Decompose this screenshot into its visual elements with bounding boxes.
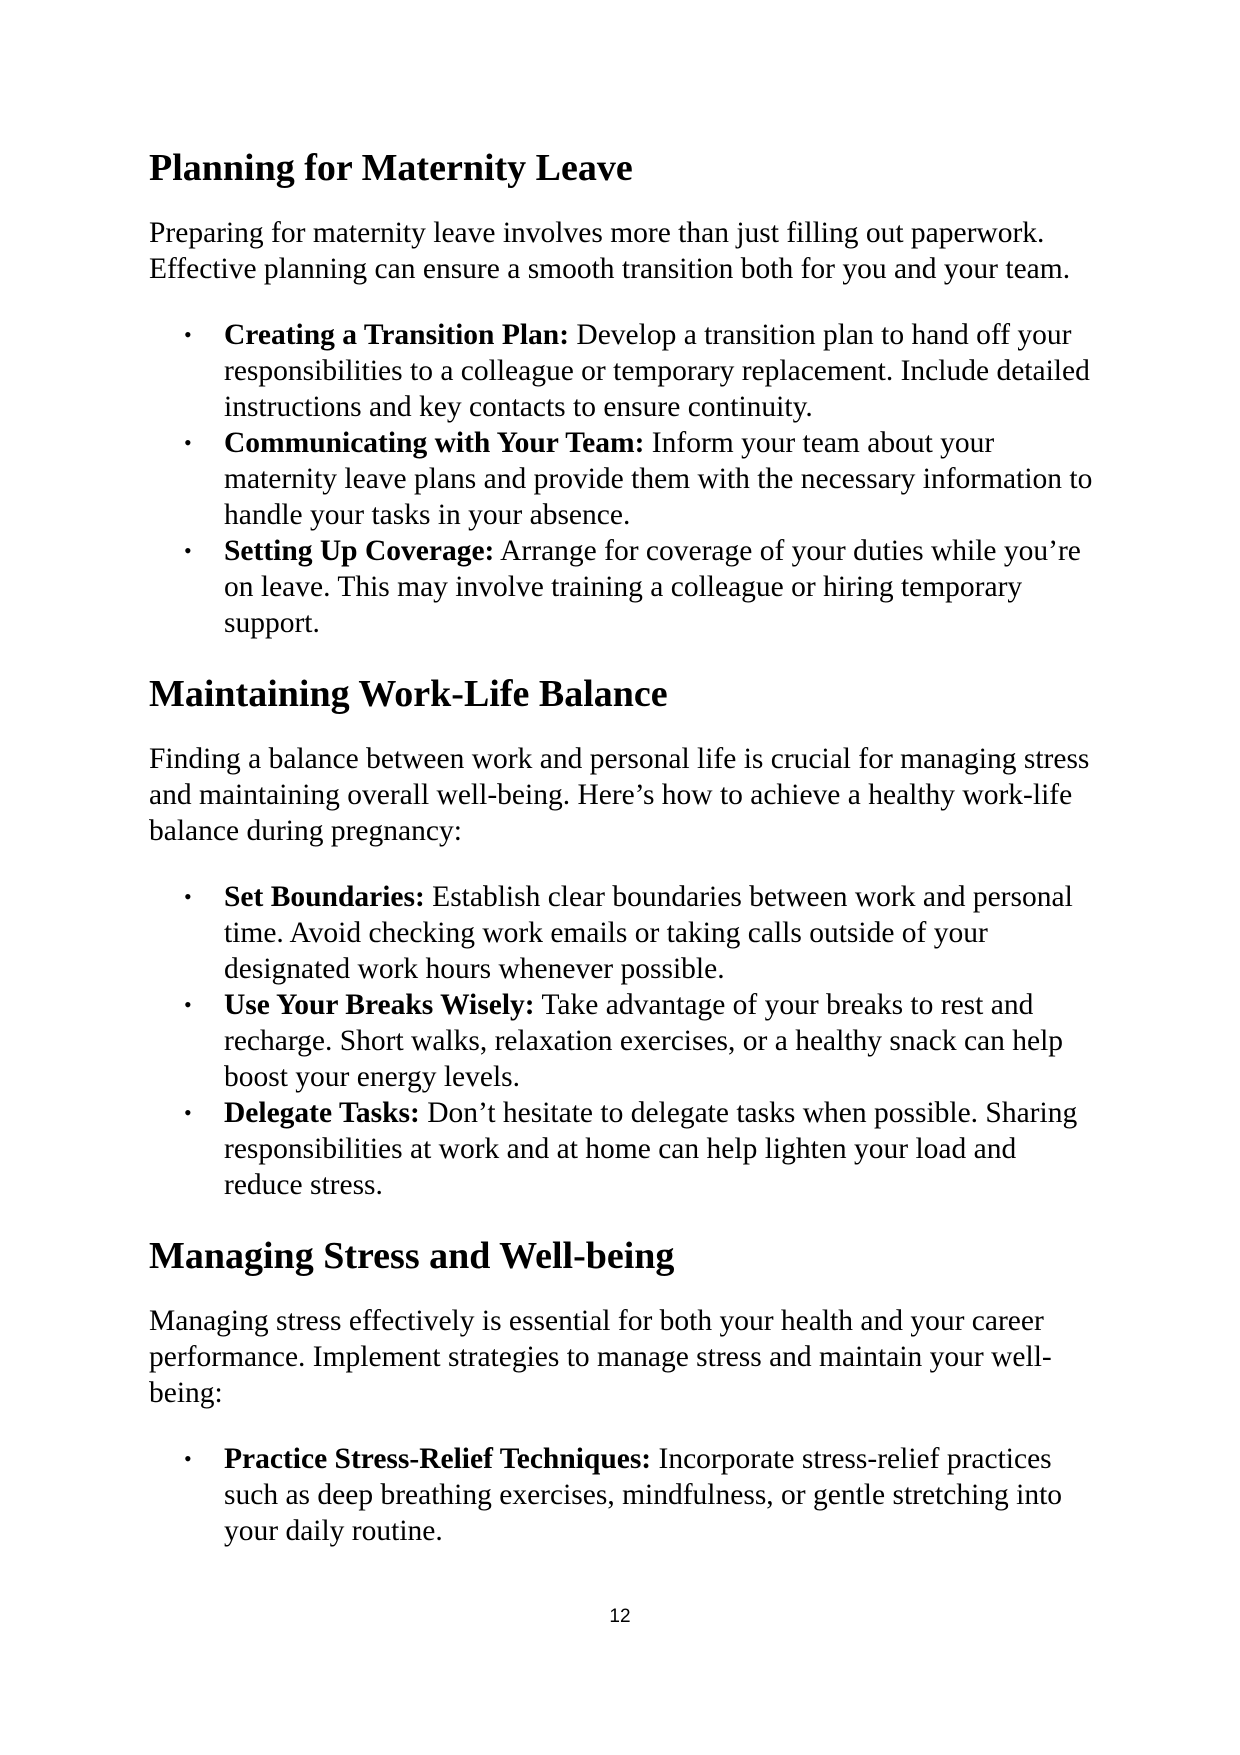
list-item [149,1095,1099,1203]
section-intro-paragraph: Preparing for maternity leave involves more than just filling out paperwork. Effective planning can ensure a smooth transition both for you and your team. [149,217,1071,285]
bullet-icon: • [184,992,192,1017]
list-item [149,317,1099,425]
bullet-icon: • [184,1100,192,1125]
page-content [149,145,1099,1549]
section-heading: Maintaining Work-Life Balance [149,673,668,715]
list-item-label: Creating a Transition Plan: [224,319,570,351]
list-item [149,879,1099,987]
list-item-label: Use Your Breaks Wisely: [224,989,535,1021]
list-item-label: Set Boundaries: [224,881,425,913]
bullet-icon: • [184,538,192,563]
list-item-label: Practice Stress-Relief Techniques: [224,1443,652,1475]
list-item-label: Delegate Tasks: [224,1097,420,1129]
bullet-icon: • [184,1446,192,1471]
bullet-list [149,317,1099,641]
list-item-text: Don’t hesitate to delegate tasks when possible. Sharing responsibilities at work and at home can help lighten your load and reduce stress. [224,1097,1078,1201]
section-heading: Managing Stress and Well-being [149,1235,675,1277]
list-item [149,533,1099,641]
bullet-list [149,1441,1099,1549]
list-item [149,987,1099,1095]
bullet-icon: • [184,430,192,455]
list-item [149,1441,1099,1549]
bullet-icon: • [184,322,192,347]
list-item [149,425,1099,533]
section-intro-paragraph: Finding a balance between work and personal life is crucial for managing stress and maintaining overall well-being. Here’s how to achieve a healthy work-life balance during pregnancy: [149,743,1090,847]
section-work-life-balance [149,671,1099,1203]
list-item-text: Establish clear boundaries between work and personal time. Avoid checking work emails or taking calls outside of your designated work hours whenever possible. [224,881,1073,985]
page-number: 12 [609,1606,631,1627]
section-planning-maternity-leave [149,145,1099,641]
section-heading: Planning for Maternity Leave [149,147,633,189]
bullet-icon: • [184,884,192,909]
bullet-list [149,879,1099,1203]
list-item-text: Incorporate stress-relief practices such as deep breathing exercises, mindfulness, or gentle stretching into your daily routine. [224,1443,1063,1547]
section-intro-paragraph: Managing stress effectively is essential for both your health and your career performance. Implement strategies to manage stress and maintain your well-being: [149,1305,1052,1409]
list-item-text: Take advantage of your breaks to rest and recharge. Short walks, relaxation exercises, or a healthy snack can help boost your energy levels. [224,989,1064,1093]
list-item-label: Communicating with Your Team: [224,427,645,459]
list-item-text: Develop a transition plan to hand off your responsibilities to a colleague or temporary replacement. Include detailed instructions and key contacts to ensure continuity. [224,319,1090,423]
list-item-label: Setting Up Coverage: [224,535,495,567]
section-managing-stress [149,1233,1099,1549]
list-item-text: Inform your team about your maternity leave plans and provide them with the necessary information to handle your tasks in your absence. [224,427,1093,531]
list-item-text: Arrange for coverage of your duties while you’re on leave. This may involve training a colleague or hiring temporary support. [224,535,1081,639]
